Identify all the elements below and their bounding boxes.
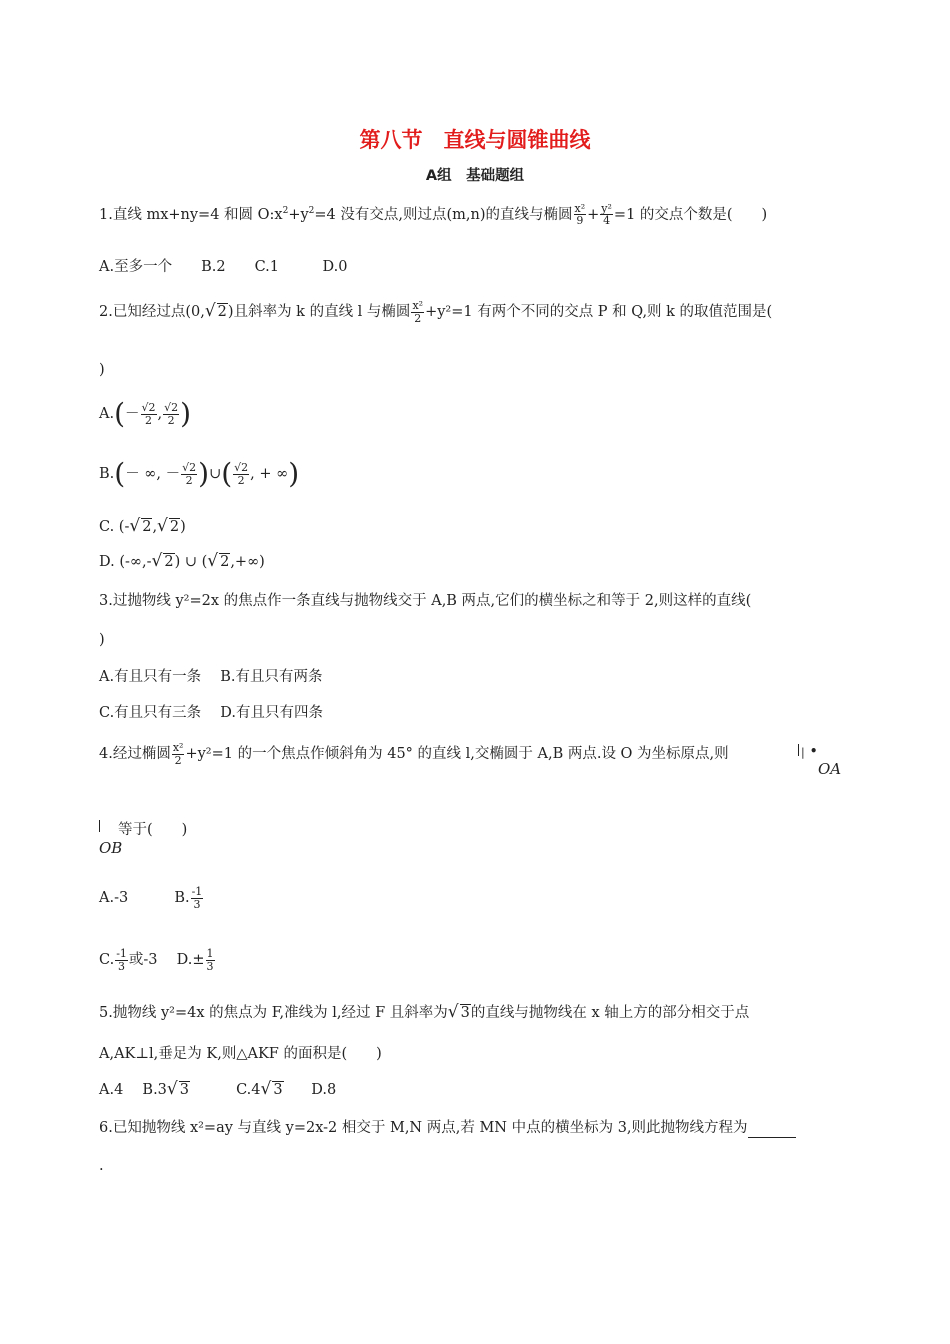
sqrt-value: 2 <box>217 304 227 321</box>
q1-text: 1.直线 mx+ny=4 和圆 O:x <box>99 206 283 223</box>
fraction: $\frac{\text{x²}}{9}$ <box>574 201 586 228</box>
fraction: $\frac{\text{y²}}{4}$ <box>601 201 612 228</box>
q4-options-ab: A.-3 B. $\frac{-1}{3}$ <box>99 885 203 911</box>
q3-options-cd: C.有且只有三条 D.有且只有四条 <box>99 705 324 721</box>
q2-option-d: D. (-∞,-√ 2) ∪ (√ 2,+∞) <box>99 551 265 571</box>
section-title: 第八节 直线与圆锥曲线 <box>359 128 591 152</box>
vector-oa: | • OA <box>798 744 818 760</box>
q2-option-a: A.(－ $\frac{√2}{2}$ , $\frac{√2}{2}$ ) <box>99 397 192 431</box>
q1-text-c: =4 没有交点,则过点(m,n)的直线与椭圆 <box>314 206 573 223</box>
q2-option-c: C. (-√ 2,√ 2) <box>99 516 186 536</box>
q2-text-b: )且斜率为 k 的直线 l 与椭圆 <box>227 304 411 321</box>
q3-options-ab: A.有且只有一条 B.有且只有两条 <box>99 669 323 685</box>
q2-text-a: 2.已知经过点(0, <box>99 304 205 321</box>
q1-text-b: +y <box>288 206 309 223</box>
question-3: 3.过抛物线 y²=2x 的焦点作一条直线与抛物线交于 A,B 两点,它们的横坐标之和等于 2,则这样的直线( <box>99 593 752 609</box>
question-5: 5.抛物线 y²=4x 的焦点为 F,准线为 l,经过 F 且斜率为√ 3的直线与抛物线在 x 轴上方的部分相交于点 <box>99 1002 750 1022</box>
q1-text-d: =1 的交点个数是( ) <box>613 206 768 223</box>
q5-line-2: A,AK⊥l,垂足为 K,则△AKF 的面积是( ) <box>99 1046 382 1062</box>
answer-blank[interactable] <box>748 1123 796 1138</box>
q1-sup-b: 2 <box>308 206 315 216</box>
question-4: 4.经过椭圆 $\frac{\text{x²}}{2}$ +y²=1 的一个焦点作倾斜角为 45° 的直线 l,交椭圆于 A,B 两点.设 O 为坐标原点,则 <box>99 741 729 767</box>
q2-close-paren: ) <box>99 362 105 378</box>
q5-options: A.4 B.3√ 3 C.4√ 3 D.8 <box>99 1079 337 1099</box>
q4-options-cd: C. $\frac{-1}{3}$ 或-3 D.± $\frac{1}{3}$ <box>99 947 214 973</box>
q1-sup: 2 <box>282 206 289 216</box>
q2-option-b: B.(－ ∞, － $\frac{√2}{2}$ )∪( $\frac{√2}{2}$ , + ∞) <box>99 457 300 491</box>
q3-close-paren: ) <box>99 632 105 648</box>
question-6: 6.已知抛物线 x²=ay 与直线 y=2x-2 相交于 M,N 两点,若 MN 中点的横坐标为 3,则此抛物线方程为 <box>99 1118 796 1138</box>
vector-ob-line: 等于( ) OB <box>99 822 188 857</box>
question-2: 2.已知经过点(0,√ 2)且斜率为 k 的直线 l 与椭圆 $\frac{\text{x²}}{2}$ +y²=1 有两个不同的交点 P 和 Q,则 k 的取值范围是( <box>99 299 773 325</box>
q6-period: . <box>99 1158 104 1174</box>
fraction: $\frac{\text{x²}}{2}$ <box>412 299 424 325</box>
q2-text-c: +y²=1 有两个不同的交点 P 和 Q,则 k 的取值范围是( <box>425 304 773 321</box>
question-1: 1.直线 mx+ny=4 和圆 $O:x^2+y^2=4$ 没有交点,则过点(m,n)的直线与椭圆 $\frac{\text{x²}}{9}$ + $\frac{\text{y²}}{4}$ =1 的交点个数是( ) <box>99 201 768 228</box>
group-subtitle: A组 基础题组 <box>425 168 525 184</box>
q1-options: A.至多一个 B.2 C.1 D.0 <box>99 259 348 275</box>
